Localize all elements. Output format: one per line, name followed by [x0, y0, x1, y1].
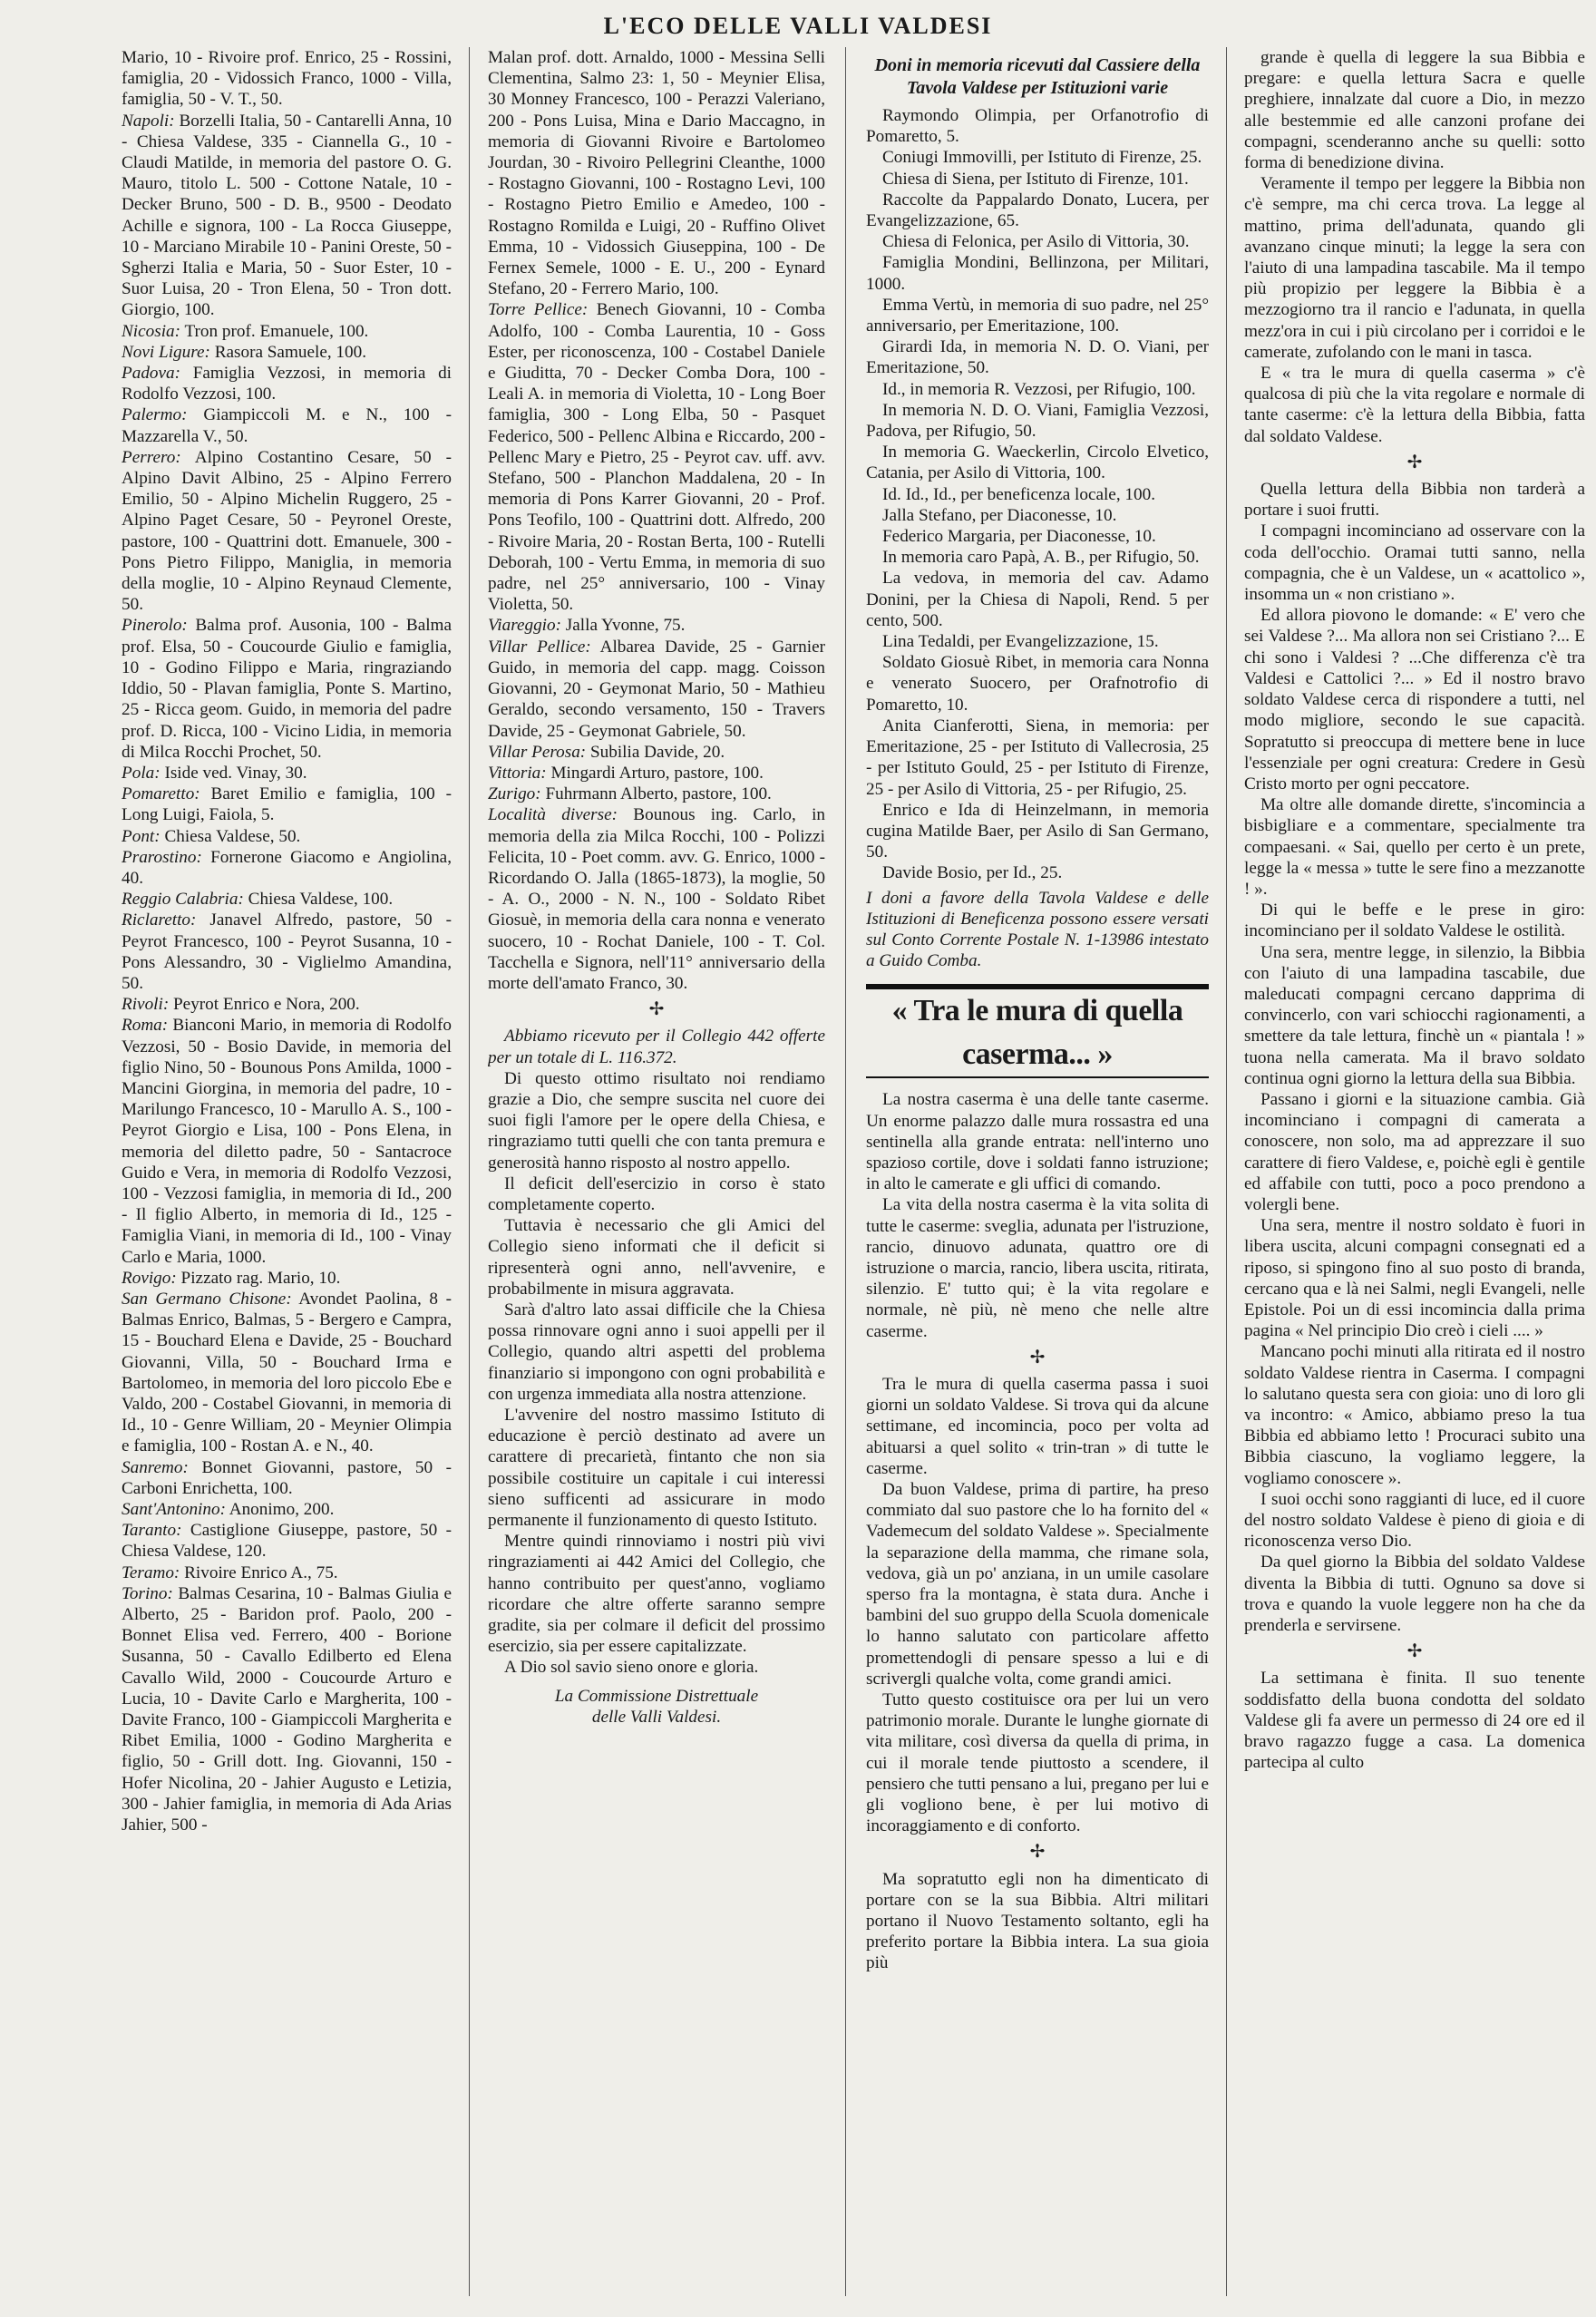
article-title: « Tra le mura di quella caserma... »	[866, 984, 1209, 1078]
donation-text: Mario, 10 - Rivoire prof. Enrico, 25 - Rossini, famiglia, 20 - Vidossich Franco, 1000 - Villa, famiglia, 50 - V. T., 50.	[122, 48, 452, 110]
section-cross: ✢	[1029, 1347, 1046, 1368]
memorial-gift-entry: Girardi Ida, in memoria N. D. O. Viani, per Emeritazione, 50.	[866, 337, 1209, 378]
town-name: Novi Ligure:	[122, 342, 210, 362]
article-paragraph: La nostra caserma è una delle tante caserme. Un enorme palazzo dalle mura rossastra ed una sentinella alla grande entrata: nell'interno uno spazioso cortile, dove i soldati fanno istruzione; in alto le camerate e gli uffici di comando.	[866, 1090, 1209, 1194]
donation-entry	[122, 826, 452, 847]
section-cross: ✢	[1406, 1641, 1423, 1662]
article-paragraph: Veramente il tempo per leggere la Bibbia non c'è sempre, ma chi cerca trova. La legge al mattino, prima dell'adunata, quando gli avanzano cinque minuti; la legge la sera con l'aiuto di una lampadina tascabile. Ma il tempo più propizio per leggere la Bibbia è a mezzogiorno tra il rancio e l'adunata, in quella mezz'ora in cui i più circolano per i corridoi e le camerate, zufolando con le mani in tasca.	[1244, 174, 1585, 362]
column-rule	[1226, 47, 1227, 2296]
donation-entry	[122, 1583, 452, 1835]
section-cross: ✢	[1406, 452, 1423, 472]
memorial-gift-entry: In memoria G. Waeckerlin, Circolo Elvetico, Catania, per Asilo di Vittoria, 100.	[866, 443, 1209, 483]
donation-text: Famiglia Vezzosi, in memoria di Rodolfo Vezzosi, 100.	[122, 364, 452, 404]
article-paragraph: Tra le mura di quella caserma passa i suoi giorni un soldato Valdese. Si trova qui da alcune settimane, ed incomincia, poco per volta ad abituarsi a quel solito « trin-tran » di tutte le caserme.	[866, 1374, 1209, 1478]
donation-entry	[122, 994, 452, 1015]
column-rule	[469, 47, 470, 2296]
donation-text: Benech Giovanni, 10 - Comba Adolfo, 100 - Comba Laurentia, 10 - Goss Ester, per riconoscenza, 100 - Costabel Daniele e Giuditta, 70 - Decker Comba Dora, 100 - Leali A. in memoria di Violetta, 10 - Long Boer famiglia, 300 - Long Elba, 50 - Pasquet Federico, 500 - Pellenc Albina e Riccardo, 200 - Pellenc Mary e Pietro, 25 - Peyrot cav. uff. avv. Stefano, 500 - Planchon Maddalena, 20 - In memoria di Pons Karrer Giovanni, 20 - Prof. Pons Teofilo, 100 - Quattrini dott. Alfredo, 200 - Rivoire Maria, 20 - Rostan Berta, 100 - Rutelli Deborah, 100 - Vertu Emma, in memoria di suo padre, nel 25° anniversario, 100 - Vinay Violetta, 50.	[488, 300, 825, 615]
memorial-gift-entry: Raymondo Olimpia, per Orfanotrofio di Pomaretto, 5.	[866, 106, 1209, 147]
town-name: Rovigo:	[122, 1268, 177, 1288]
article-paragraph: La vita della nostra caserma è la vita solita di tutte le caserme: sveglia, adunata per l'istruzione, rancio, dinuovo adunata, quattro ore di istruzione o marcia, rancio, libera uscita, ritirata, silenzio. E' tutto qui; è la vita regolare e normale, nè più, nè meno che nelle altre caserme.	[866, 1195, 1209, 1341]
donation-entry	[488, 804, 825, 994]
donation-entry	[122, 763, 452, 784]
donation-text: Balmas Cesarina, 10 - Balmas Giulia e Alberto, 25 - Baridon prof. Paolo, 200 - Bonnet Elisa ved. Ferrero, 400 - Borione Susanna, 50 - Cavallo Edilberto ed Elena Cavallo Wild, 2000 - Coucourde Arturo e Lucia, 10 - Davite Carlo e Margherita, 100 - Davite Franco, 100 - Giampiccoli Margherita e Ribet Emilia, 1000 - Godino Margherita e figlio, 50 - Grill dott. Ing. Giovanni, 150 - Hofer Nicolina, 20 - Jahier Augusto e Letizia, 300 - Jahier famiglia, in memoria di Ada Arias Jahier, 500 -	[122, 1583, 452, 1835]
town-name: Perrero:	[122, 447, 181, 467]
donation-text: Jalla Yvonne, 75.	[561, 616, 686, 636]
donation-text: Pizzato rag. Mario, 10.	[176, 1268, 341, 1288]
article-paragraph: Una sera, mentre il nostro soldato è fuori in libera uscita, alcuni compagni consegnati ed a riposo, si spingono fino al suo posto di branda, cercano qua e là nei Salmi, negli Evangeli, nelle Epistole. Poi un di essi incomincia dalla prima pagina « Nel principio Dio creò i cieli .... »	[1244, 1216, 1585, 1341]
town-name: Nicosia:	[122, 321, 181, 341]
donation-entry	[122, 889, 452, 910]
donation-entry	[488, 299, 825, 615]
town-name: Taranto:	[122, 1521, 182, 1541]
memorial-gift-entry: La vedova, in memoria del cav. Adamo Donini, per la Chiesa di Napoli, Rend. 5 per cento, 500.	[866, 569, 1209, 630]
town-name: Riclaretto:	[122, 910, 197, 930]
donation-text: Albarea Davide, 25 - Garnier Guido, in memoria del capp. magg. Coisson Giovanni, 20 - Geymonat Mario, 50 - Mathieu Geraldo, secondo versamento, 150 - Travers Davide, 25 - Geymonat Gabriele, 50.	[488, 637, 825, 741]
donation-entry	[122, 47, 452, 111]
memorial-gift-entry: Jalla Stefano, per Diaconesse, 10.	[882, 505, 1117, 525]
donation-text: Giampiccoli M. e N., 100 - Mazzarella V., 50.	[122, 405, 452, 446]
donation-entry	[122, 1289, 452, 1457]
article-paragraph: La settimana è finita. Il suo tenente soddisfatto della buona condotta del soldato Valdese gli fa avere un permesso di 24 ore ed il bravo ragazzo fugge a casa. La domenica partecipa al culto	[1244, 1669, 1585, 1773]
article-paragraph: Mancano pochi minuti alla ritirata ed il nostro soldato Valdese rientra in Caserma. I compagni lo salutano questa sera con gioia: uno di loro gli va incontro: « Amico, abbiamo preso la tua Bibbia ed abbiamo letto ! Procuraci subito una Bibbia ciascuno, la vogliamo leggere, la vogliamo conoscere ».	[1244, 1342, 1585, 1488]
donation-entry	[122, 342, 452, 363]
article-paragraph: Passano i giorni e la situazione cambia. Già incominciano i compagni di camerata a conoscere, non solo, ma ad apprezzare il suo carattere di fiero Valdese, e, poichè egli è gentile ed affabile con tutti, poco a poco prendono a volergli bene.	[1244, 1089, 1585, 1214]
town-name: Villar Pellice:	[488, 637, 591, 657]
collegio-intro: Abbiamo ricevuto per il Collegio 442 offerte per un totale di L. 116.372.	[488, 1027, 825, 1067]
memorial-gift-entry: Coniugi Immovilli, per Istituto di Firenze, 25.	[882, 148, 1202, 168]
article-paragraph: grande è quella di leggere la sua Bibbia e pregare: e quella lettura Sacra e quelle preghiere, innalzate dal cuore a Dio, in mezzo alle bestemmie ed alle canzoni profane dei compagni, scenderanno anche su quelli: sotto forma di benedizione divina.	[1244, 48, 1585, 173]
town-name: Pinerolo:	[122, 616, 188, 636]
collegio-paragraph: A Dio sol savio sieno onore e gloria.	[504, 1658, 759, 1678]
donation-text: Fuhrmann Alberto, pastore, 100.	[540, 784, 772, 804]
donation-entry	[122, 847, 452, 889]
donation-text: Bianconi Mario, in memoria di Rodolfo Vezzosi, 50 - Bosio Davide, in memoria del figlio Nino, 50 - Bounous Pons Amilda, 1000 - Mancini Giorgina, in memoria del padre, 10 - Marilungo Francesco, 10 - Marullo A. S., 100 - Peyrot Giorgio e Lisa, 100 - Pons Elena, in memoria del diletto padre, 50 - Santacroce Guido e Vera, in memoria di Rodolfo Vezzosi, 100 - Vezzosi famiglia, in memoria di Id., 200 - Il figlio Alberto, in memoria di Id., 125 - Famiglia Viani, in memoria di Id., 100 - Vinay Carlo e Maria, 1000.	[122, 1016, 452, 1267]
donation-entry	[122, 1015, 452, 1267]
memorial-gift-entry: Chiesa di Felonica, per Asilo di Vittoria, 30.	[882, 232, 1190, 252]
donation-entry	[122, 615, 452, 762]
town-name: Roma:	[122, 1016, 169, 1036]
donation-entry	[122, 111, 452, 321]
donation-text: Borzelli Italia, 50 - Cantarelli Anna, 10 - Chiesa Valdese, 335 - Ciannella G., 10 - Claudi Matilde, in memoria del pastore O. G. Mauro, titolo L. 500 - Cottone Natale, 10 - Decker Bruno, 500 - D. B., 9500 - Deodato Achille e signora, 100 - La Rocca Giuseppe, 10 - Marciano Mirabile 10 - Panini Oreste, 50 - Sgherzi Italia e Maria, 50 - Suor Ester, 10 - Suor Luisa, 20 - Tron Elena, 50 - Tron dott. Giorgio, 100.	[122, 111, 452, 320]
column-4	[1244, 47, 1585, 2296]
article-paragraph: Di qui le beffe e le prese in giro: incominciano per il soldato Valdese le ostilità.	[1244, 901, 1585, 941]
donation-text: Janavel Alfredo, pastore, 50 - Peyrot Francesco, 100 - Peyrot Susanna, 10 - Pons Alessandro, 30 - Viglielmo Amandina, 50.	[122, 910, 452, 993]
box-heading: Doni in memoria ricevuti dal Cassiere della Tavola Valdese per Istituzioni varie	[874, 55, 1201, 98]
donation-text: Rivoire Enrico A., 75.	[180, 1563, 338, 1582]
donation-entry	[122, 1268, 452, 1289]
town-name: Località diverse:	[488, 805, 618, 825]
section-cross: ✢	[1029, 1842, 1046, 1863]
donation-entry	[488, 637, 825, 742]
donation-entry	[488, 763, 825, 784]
donation-text: Tron prof. Emanuele, 100.	[180, 321, 369, 341]
memorial-gift-entry: Raccolte da Pappalardo Donato, Lucera, per Evangelizzazione, 65.	[866, 190, 1209, 231]
collegio-paragraph: Di questo ottimo risultato noi rendiamo grazie a Dio, che sempre suscita nel cuore dei suoi figli l'amore per le opere della Chiesa, e ringraziamo tutti quelli che con tanta premura e generosità hanno risposto al nostro appello.	[488, 1068, 825, 1173]
memorial-gift-entry: Lina Tedaldi, per Evangelizzazione, 15.	[882, 632, 1159, 652]
column-2-donations	[488, 47, 825, 2296]
article-paragraph: Da buon Valdese, prima di partire, ha preso commiato dal suo pastore che lo ha fornito del « Vademecum del soldato Valdese ». Specialmente la separazione della mamma, che rimane sola, vedova, già un po' anziana, in un umile casolare sperso fra la montagna, è stata dura. Anche i bambini del suo gruppo della Scuola domenicale lo hanno salutato con particolare affetto promettendogli di pensare spesso a lui e di scrivergli qualche volta, come grandi amici.	[866, 1479, 1209, 1689]
town-name: Zurigo:	[488, 784, 541, 804]
section-cross: ✢	[648, 999, 665, 1020]
donation-entry	[122, 1520, 452, 1562]
article-paragraph: I suoi occhi sono raggianti di luce, ed il cuore del nostro soldato Valdese è pieno di gioia e di riconoscenza verso Dio.	[1244, 1489, 1585, 1552]
town-name: Napoli:	[122, 111, 175, 131]
donation-entry	[122, 321, 452, 342]
collegio-paragraph: L'avvenire del nostro massimo Istituto di educazione è perciò destinato ad avere un carattere di precarietà, fintanto che non sia possibile costituire un capitale i cui interessi sieno sufficenti ad assicurare in modo permanente il funzionamento di questo Istituto.	[488, 1406, 825, 1531]
donation-text: Castiglione Giuseppe, pastore, 50 - Chiesa Valdese, 120.	[122, 1521, 452, 1562]
town-name: Villar Perosa:	[488, 742, 587, 762]
donation-entry	[488, 615, 825, 636]
column-1-donations	[122, 47, 452, 2296]
memorial-gift-entry: Id. Id., Id., per beneficenza locale, 100.	[882, 484, 1155, 504]
town-name: Prarostino:	[122, 847, 202, 867]
memorial-gift-entry: In memoria N. D. O. Viani, Famiglia Vezzosi, Padova, per Rifugio, 50.	[866, 400, 1209, 442]
signature-line-1: La Commissione Distrettuale	[554, 1686, 759, 1706]
town-name: Vittoria:	[488, 763, 547, 783]
donation-entry	[488, 784, 825, 804]
column-3	[866, 47, 1209, 2296]
donation-text: Anonimo, 200.	[225, 1500, 335, 1520]
donation-entry	[122, 910, 452, 994]
donation-text: Bounous ing. Carlo, in memoria della zia Milca Rocchi, 100 - Polizzi Felicita, 10 - Poet comm. avv. G. Enrico, 1000 - Ricordando O. Jalla (1865-1873), la moglie, 50 - A. O., 2000 - N. N., 100 - Soldato Ribet Giosuè, in memoria della cara nonna e venerato suocero, 10 - Rochat Daniele, 100 - T. Col. Tacchella e Signora, nell'11° anniversario della morte dell'amato Franco, 30.	[488, 805, 825, 993]
article-paragraph: Ma oltre alle domande dirette, s'incomincia a bisbigliare e a commentare, specialmente tra compaesani. « Sai, quello per certo è un prete, legge la « messa » tutte le sere fino a mezzanotte ! ».	[1244, 795, 1585, 899]
memorial-gift-entry: In memoria caro Papà, A. B., per Rifugio, 50.	[882, 548, 1200, 568]
donation-entry	[122, 447, 452, 616]
collegio-paragraph: Mentre quindi rinnoviamo i nostri più vivi ringraziamenti ai 442 Amici del Collegio, che hanno contribuito per quest'anno, vogliamo ricordare che altre offerte saranno sempre gradite, sia per colmare il deficit del prossimo esercizio, sia per essere capitalizzate.	[488, 1532, 825, 1657]
donation-text: Avondet Paolina, 8 - Balmas Enrico, Balmas, 5 - Bergero e Campra, 15 - Bouchard Elena e Davide, 25 - Bouchard Giovanni, Villa, 50 - Bouchard Irma e Bartolomeo, in memoria del loro piccolo Ebe e Valdo, 200 - Costabel Giovanni, in memoria di Id., 10 - Genre William, 20 - Meynier Olimpia e famiglia, 100 - Rostan A. e N., 40.	[122, 1289, 452, 1456]
collegio-paragraph: Tuttavia è necessario che gli Amici del Collegio sieno informati che il deficit si ripresenterà ogni anno, nell'avvenire, e probabilmente in misura aggravata.	[488, 1216, 825, 1299]
memorial-gift-entry: Famiglia Mondini, Bellinzona, per Militari, 1000.	[866, 253, 1209, 294]
article-paragraph: Da quel giorno la Bibbia del soldato Valdese diventa la Bibbia di tutti. Ognuno sa dove si trova e quando la vuole leggere non ha che da prenderla e servirsene.	[1244, 1553, 1585, 1636]
article-paragraph: Quella lettura della Bibbia non tarderà a portare i suoi frutti.	[1244, 480, 1585, 521]
town-name: San Germano Chisone:	[122, 1289, 292, 1309]
donation-text: Iside ved. Vinay, 30.	[160, 763, 307, 783]
town-name: Reggio Calabria:	[122, 890, 244, 910]
article-paragraph: Ma sopratutto egli non ha dimenticato di portare con se la sua Bibbia. Altri militari portano il Nuovo Testamento soltanto, egli ha preferito portare la Bibbia intera. La sua gioia più	[866, 1869, 1209, 1973]
town-name: Sanremo:	[122, 1457, 189, 1477]
donation-entry	[122, 1499, 452, 1520]
donation-entry	[488, 742, 825, 763]
town-name: Torre Pellice:	[488, 300, 589, 320]
memorial-gift-entry: Id., in memoria R. Vezzosi, per Rifugio, 100.	[882, 379, 1196, 399]
donation-text: Balma prof. Ausonia, 100 - Balma prof. Elsa, 50 - Coucourde Giulio e famiglia, 10 - Godino Filippo e Maria, ringraziando Iddio, 50 - Plavan famiglia, Ponte S. Martino, 25 - Ricca geom. Guido, in memoria del padre prof. D. Ricca, 100 - Vicino Lidia, in memoria di Milca Rocchi Prochet, 50.	[122, 616, 452, 762]
signature-line-2: delle Valli Valdesi.	[591, 1707, 722, 1727]
article-paragraph: Ed allora piovono le domande: « E' vero che sei Valdese ?... Ma allora non sei Cristiano ?... E chi sono i Valdesi ? ...Che differenza c'è tra Valdesi e Cattolici ?... » Ed il nostro bravo soldato Valdese cerca di rispondere a tutti, nel modo migliore, secondo le sue capacità. Sopratutto si preoccupa di mettere bene in luce l'essenziale per ogni creatura: Credere in Gesù Cristo morto per ogni peccatore.	[1244, 606, 1585, 793]
donation-entry	[122, 784, 452, 825]
masthead: L'ECO DELLE VALLI VALDESI	[603, 13, 993, 39]
donation-text: Chiesa Valdese, 100.	[243, 890, 394, 910]
article-paragraph: Una sera, mentre legge, in silenzio, la Bibbia con l'aiuto di una lampadina tascabile, due maleducati compagni cercano dapprima di convincerlo, con vari schiocchi ragionamenti, a smettere da tale lettura, finchè un « piantala ! » tuona nella camerata. Ma il bravo soldato continua ogni giorno la lettura della sua Bibbia.	[1244, 942, 1585, 1088]
donation-text: Malan prof. dott. Arnaldo, 1000 - Messina Selli Clementina, Salmo 23: 1, 50 - Meynier Elisa, 30 Monney Francesco, 100 - Perazzi Valeriano, 200 - Pons Luisa, Mina e Dario Maccagno, in memoria di Giovanni Rivoire e Bartolomeo Jourdan, 30 - Rivoiro Pellegrini Cleanthe, 1000 - Rostagno Giovanni, 100 - Rostagno Levi, 100 - Rostagno Pietro Emilio e Amedeo, 100 - Rostagno Romilda e Luigi, 20 - Ruffino Olivet Emma, 10 - Vidossich Giuseppina, 100 - De Fernex Semele, 1000 - E. U., 200 - Eynard Stefano, 20 - Ferrero Mario, 100.	[488, 48, 825, 299]
town-name: Palermo:	[122, 405, 188, 425]
donation-entry	[122, 363, 452, 404]
donation-text: Subilia Davide, 20.	[586, 742, 725, 762]
article-paragraph: Tutto questo costituisce ora per lui un vero patrimonio morale. Durante le lunghe giornate di vita militare, così diversa da quella di prima, in cui il morale tende piuttosto a scendere, il pensiero che tutti pensano a lui, pregano per lui e gli vogliono bene, è per lui motivo di incoraggiamento e di conforto.	[866, 1690, 1209, 1836]
town-name: Pola:	[122, 763, 161, 783]
donation-entry	[122, 1563, 452, 1583]
town-name: Rivoli:	[122, 995, 170, 1015]
town-name: Pomaretto:	[122, 784, 200, 804]
donation-text: Chiesa Valdese, 50.	[160, 826, 301, 846]
donation-text: Rasora Samuele, 100.	[209, 342, 367, 362]
article-paragraph: I compagni incominciano ad osservare con la coda dell'occhio. Oramai tutti sanno, nella compagnia, che è un Valdese, un « acattolico », insomma un « non cristiano ».	[1244, 521, 1585, 605]
donation-entry	[488, 47, 825, 299]
memorial-gift-entry: Emma Vertù, in memoria di suo padre, nel 25° anniversario, per Emeritazione, 100.	[866, 295, 1209, 336]
donation-entry	[122, 1457, 452, 1499]
memorial-gift-entry: Enrico e Ida di Heinzelmann, in memoria cugina Matilde Baer, per Asilo di San Germano, 50.	[866, 800, 1209, 862]
memorial-gift-entry: Chiesa di Siena, per Istituto di Firenze, 101.	[882, 169, 1189, 189]
donation-text: Alpino Costantino Cesare, 50 - Alpino Davit Albino, 25 - Alpino Ferrero Emilio, 50 - Alpino Michelin Ruggero, 25 - Alpino Paget Cesare, 50 - Peyronel Oreste, pastore, 100 - Quattrini dott. Emanuele, 300 - Pons Pietro Filippo, Maniglia, in memoria della moglie, 10 - Alpino Reynaud Clemente, 50.	[122, 447, 452, 615]
donation-note: I doni a favore della Tavola Valdese e delle Istituzioni di Beneficenza possono essere versati sul Conto Corrente Postale N. 1-13986 intestato a Guido Comba.	[866, 888, 1209, 971]
memorial-gift-entry: Soldato Giosuè Ribet, in memoria cara Nonna e venerato Suocero, per Orafnotrofio di Pomaretto, 10.	[866, 653, 1209, 715]
donation-text: Mingardi Arturo, pastore, 100.	[546, 763, 764, 783]
town-name: Pont:	[122, 826, 161, 846]
memorial-gift-entry: Davide Bosio, per Id., 25.	[882, 863, 1063, 883]
collegio-paragraph: Il deficit dell'esercizio in corso è stato completamente coperto.	[488, 1173, 825, 1214]
donation-text: Peyrot Enrico e Nora, 200.	[169, 995, 360, 1015]
town-name: Viareggio:	[488, 616, 561, 636]
article-paragraph: E « tra le mura di quella caserma » c'è qualcosa di più che la vita regolare e normale di tante caserme: c'è la lettura della Bibbia, fatta dal soldato Valdese.	[1244, 364, 1585, 446]
donation-entry	[122, 404, 452, 446]
collegio-paragraph: Sarà d'altro lato assai difficile che la Chiesa possa rinnovare ogni anno i suoi appelli per il Collegio, quando altri aspetti del problema finanziario si impongono con ogni probabilità e con urgenza immediata alla nostra attenzione.	[488, 1300, 825, 1404]
town-name: Padova:	[122, 364, 181, 384]
town-name: Sant'Antonino:	[122, 1500, 226, 1520]
town-name: Teramo:	[122, 1563, 180, 1582]
donation-text: Bonnet Giovanni, pastore, 50 - Carboni Enrichetta, 100.	[122, 1457, 452, 1498]
donation-text: Fornerone Giacomo e Angiolina, 40.	[122, 847, 452, 888]
column-rule	[845, 47, 846, 2296]
memorial-gift-entry: Federico Margaria, per Diaconesse, 10.	[882, 527, 1156, 547]
town-name: Torino:	[122, 1583, 173, 1603]
donation-text: Baret Emilio e famiglia, 100 - Long Luigi, Faiola, 5.	[122, 784, 452, 825]
memorial-gift-entry: Anita Cianferotti, Siena, in memoria: per Emeritazione, 25 - per Istituto di Vallecrosia, 25 - per Istituto Gould, 25 - per Istituto di Firenze, 25 - per Asilo di Vittoria, 25 - per Rifugio, 25.	[866, 716, 1209, 799]
